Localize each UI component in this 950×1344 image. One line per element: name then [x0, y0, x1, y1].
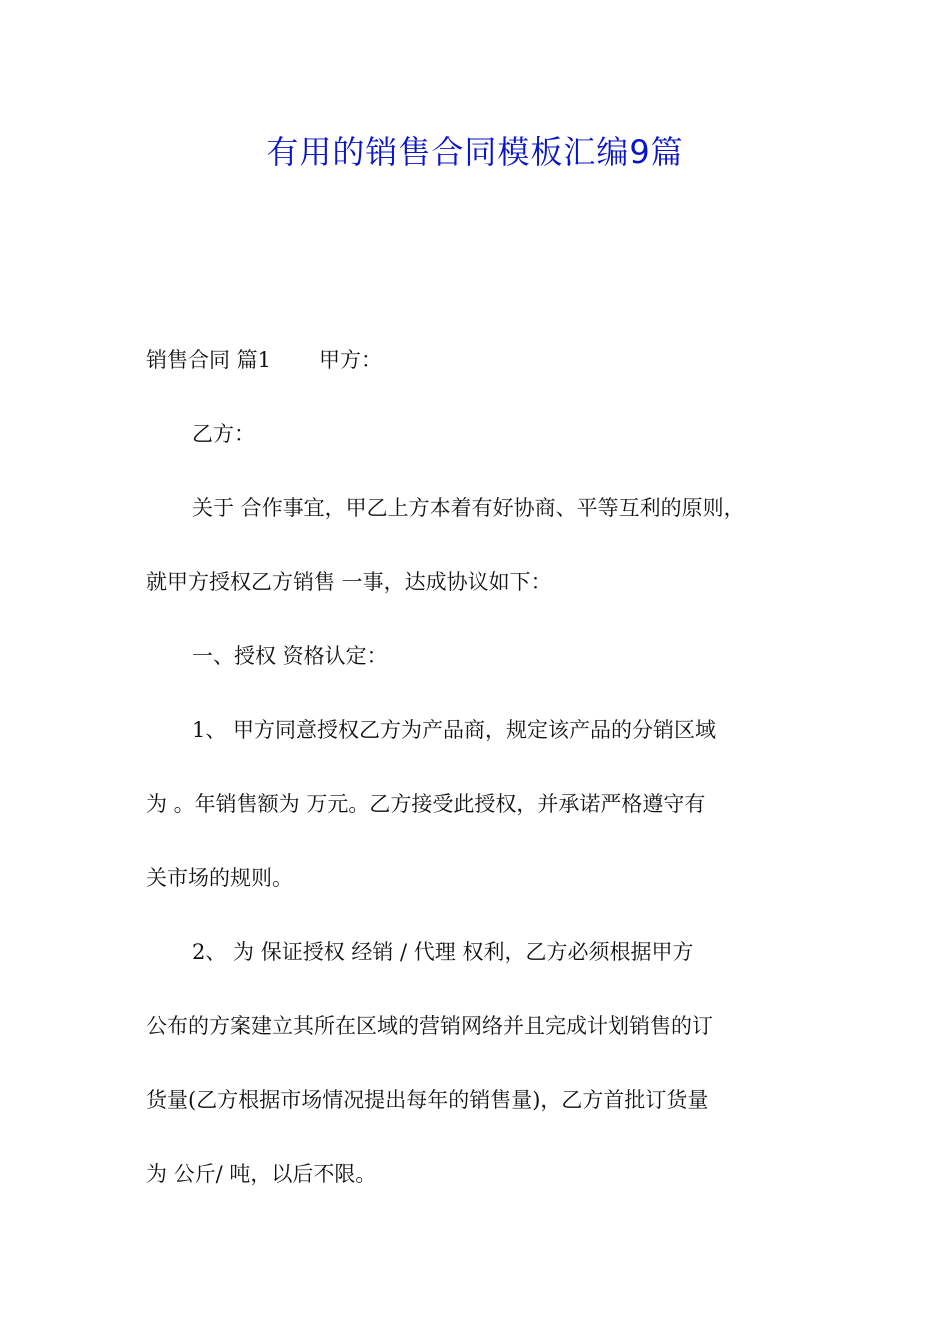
party-b-label: 乙方： — [192, 422, 255, 446]
clause-heading: 一、授权 资格认定： — [192, 644, 388, 668]
document-title: 有用的销售合同模板汇编9篇 — [266, 133, 684, 171]
party-a-label: 甲方： — [319, 348, 383, 372]
paragraph-line: 为 公斤/ 吨，以后不限。 — [146, 1162, 377, 1186]
paragraph-line: 关市场的规则。 — [146, 866, 293, 890]
paragraph-line: 2、 为 保证授权 经销 / 代理 权利，乙方必须根据甲方 — [192, 940, 694, 964]
section-heading: 销售合同 篇1 — [146, 348, 272, 372]
document-body — [146, 340, 816, 1228]
paragraph-line: 1、 甲方同意授权乙方为产品商，规定该产品的分销区域 — [192, 718, 717, 742]
paragraph-line: 就甲方授权乙方销售 一事，达成协议如下： — [146, 570, 552, 594]
paragraph-line: 关于 合作事宜，甲乙上方本着有好协商、平等互利的原则， — [192, 496, 745, 520]
paragraph-line: 为 。年销售额为 万元。乙方接受此授权，并承诺严格遵守有 — [146, 792, 706, 816]
paragraph-line: 公布的方案建立其所在区域的营销网络并且完成计划销售的订 — [146, 1014, 713, 1038]
paragraph-line: 货量(乙方根据市场情况提出每年的销售量)，乙方首批订货量 — [146, 1088, 709, 1112]
section-heading-line — [146, 340, 816, 381]
